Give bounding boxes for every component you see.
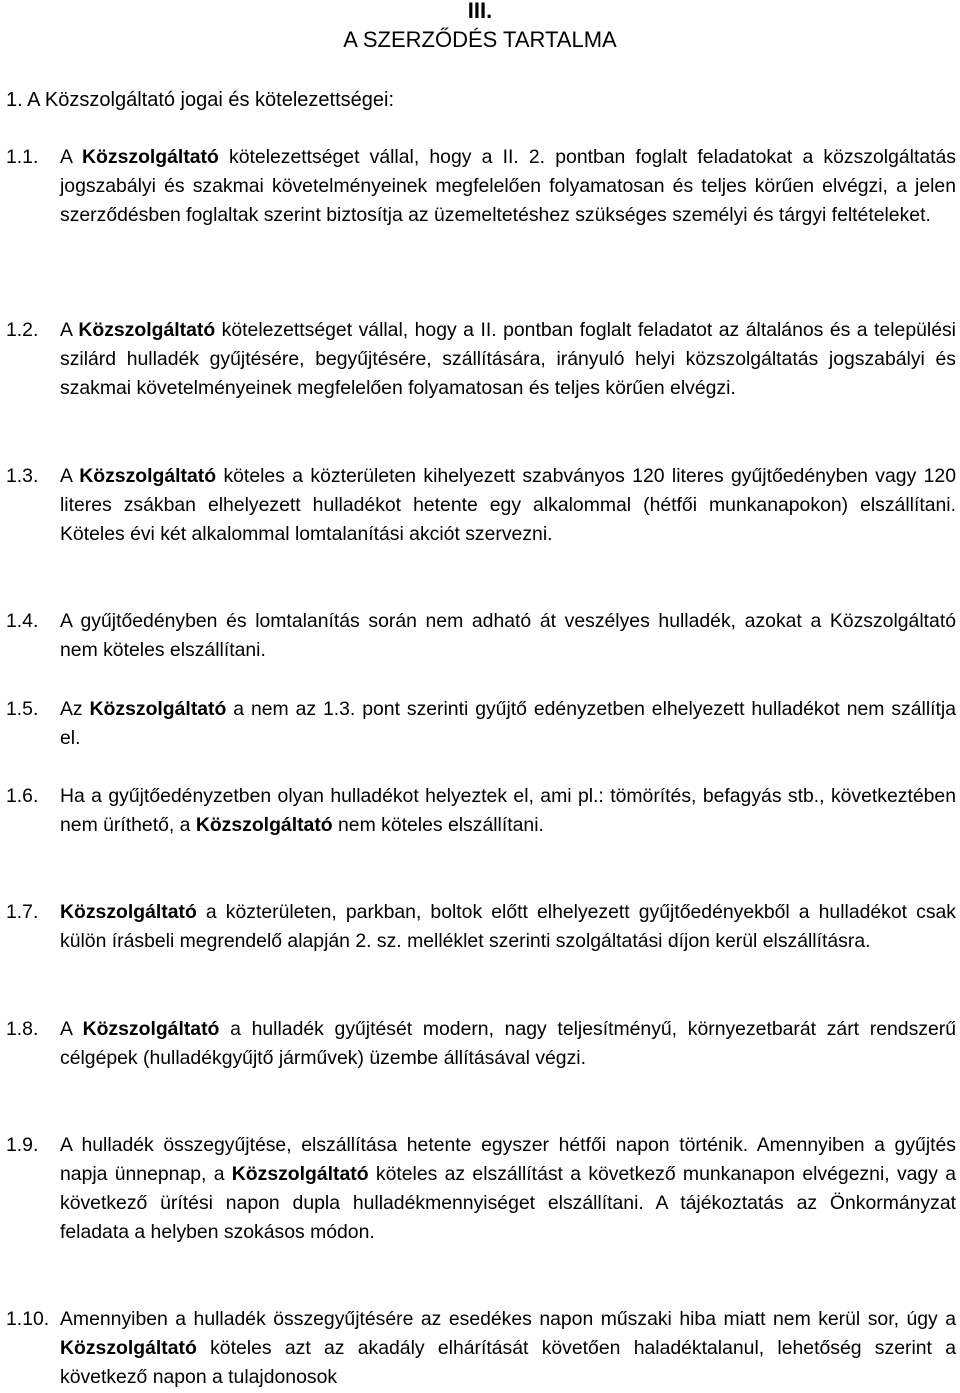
clause-number: 1.1. (6, 146, 39, 168)
clause-text-run: köteles az elszállítást a következő munkanapon elvégezni, vagy a következő ürítési napon dupla hulladékmennyiséget elszállítani. A tájékoztatás az Önkormányzat feladata a helyben szokásos módon. (60, 1163, 956, 1243)
party-name: Közszolgáltató (82, 146, 219, 168)
clause-text (60, 782, 956, 840)
clause-text-run: köteles a közterületen kihelyezett szabványos 120 literes gyűjtőedényben vagy 120 literes zsákban elhelyezett hulladékot hetente egy alkalommal (hétfői munkanapokon) elszállítani. Köteles évi két alkalommal lomtalanítási akciót szervezni. (60, 465, 956, 545)
clause-text (60, 462, 956, 549)
clause-text-run: Amennyiben a hulladék összegyűjtésére az esedékes napon műszaki hiba miatt nem kerül sor, úgy a (60, 1308, 956, 1330)
clause-number: 1.6. (6, 785, 39, 807)
party-name: Közszolgáltató (79, 465, 217, 487)
clause-number: 1.5. (6, 698, 39, 720)
clause-text-run: A (60, 319, 79, 341)
party-name: Közszolgáltató (60, 901, 197, 923)
clause-text (60, 898, 956, 956)
clause-number: 1.7. (6, 901, 39, 923)
party-name: Közszolgáltató (231, 1163, 369, 1185)
clause-number: 1.3. (6, 465, 39, 487)
clause-text-run: A (60, 465, 80, 487)
party-name: Közszolgáltató (195, 814, 333, 836)
clause-text-run: A hulladék összegyűjtése, elszállítása hetente egyszer hétfői napon történik. Amennyiben a gyűjtés napja ünnepnap, a (60, 1134, 956, 1185)
clause-number: 1.4. (6, 610, 39, 632)
clause-text (60, 1131, 956, 1247)
clause-text-run: A gyűjtőedényben és lomtalanítás során nem adható át veszélyes hulladék, azokat a Közszolgáltató nem köteles elszállítani. (60, 610, 956, 661)
clause-text-run: kötelezettséget vállal, hogy a II. 2. pontban foglalt feladatokat a közszolgáltatás jogszabályi és szakmai követelményeinek megfelelően folyamatosan és teljes körűen elvégzi, a jelen szerződésben foglaltak szerint biztosítja az üzemeltetéshez szükséges személyi és tárgyi feltételeket. (60, 146, 956, 226)
clause-number: 1.2. (6, 319, 39, 341)
chapter-title: A SZERZŐDÉS TARTALMA (343, 27, 617, 52)
clause-text (60, 695, 956, 753)
clause-text-run: a hulladék gyűjtését modern, nagy teljesítményű, környezetbarát zárt rendszerű célgépek (hulladékgyűjtő járművek) üzembe állításával végzi. (60, 1018, 956, 1069)
party-name: Közszolgáltató (78, 319, 216, 341)
clause-number: 1.8. (6, 1018, 39, 1040)
clause-text-run: nem köteles elszállítani. (332, 814, 544, 836)
clause-text-run: a közterületen, parkban, boltok előtt elhelyezett gyűjtőedényekből a hulladékot csak külön írásbeli megrendelő alapján 2. sz. melléklet szerinti szolgáltatási díjon kerül elszállításra. (60, 901, 956, 952)
party-name: Közszolgáltató (82, 1018, 220, 1040)
clause-number: 1.10. (6, 1308, 50, 1330)
clause-text (60, 1305, 956, 1392)
clause-text-run: a nem az 1.3. pont szerinti gyűjtő edényzetben elhelyezett hulladékot nem szállítja el. (60, 698, 956, 749)
clause-text-run: A (60, 146, 83, 168)
chapter-number: III. (467, 0, 493, 23)
party-name: Közszolgáltató (89, 698, 227, 720)
clause-text (60, 143, 956, 230)
clause-text-run: köteles azt az akadály elhárítását követően haladéktalanul, lehetőség szerint a következő napon a tulajdonosok (60, 1337, 956, 1388)
clause-text (60, 1015, 956, 1073)
clause-text (60, 316, 956, 403)
clause-text-run: Ha a gyűjtőedényzetben olyan hulladékot helyeztek el, ami pl.: tömörítés, befagyás stb., következtében nem üríthető, a (60, 785, 956, 836)
clause-number: 1.9. (6, 1134, 39, 1156)
clause-text-run: Az (60, 698, 90, 720)
clause-text-run: A (60, 1018, 83, 1040)
clause-text-run: kötelezettséget vállal, hogy a II. pontban foglalt feladatot az általános és a települési szilárd hulladék gyűjtésére, begyűjtésére, szállítására, irányuló helyi közszolgáltatás jogszabályi és szakmai követelményeinek megfelelően folyamatosan és teljes körűen elvégzi. (60, 319, 956, 399)
party-name: Közszolgáltató (60, 1337, 197, 1359)
clause-text (60, 607, 956, 665)
section-title: 1. A Közszolgáltató jogai és kötelezettségei: (6, 89, 395, 111)
